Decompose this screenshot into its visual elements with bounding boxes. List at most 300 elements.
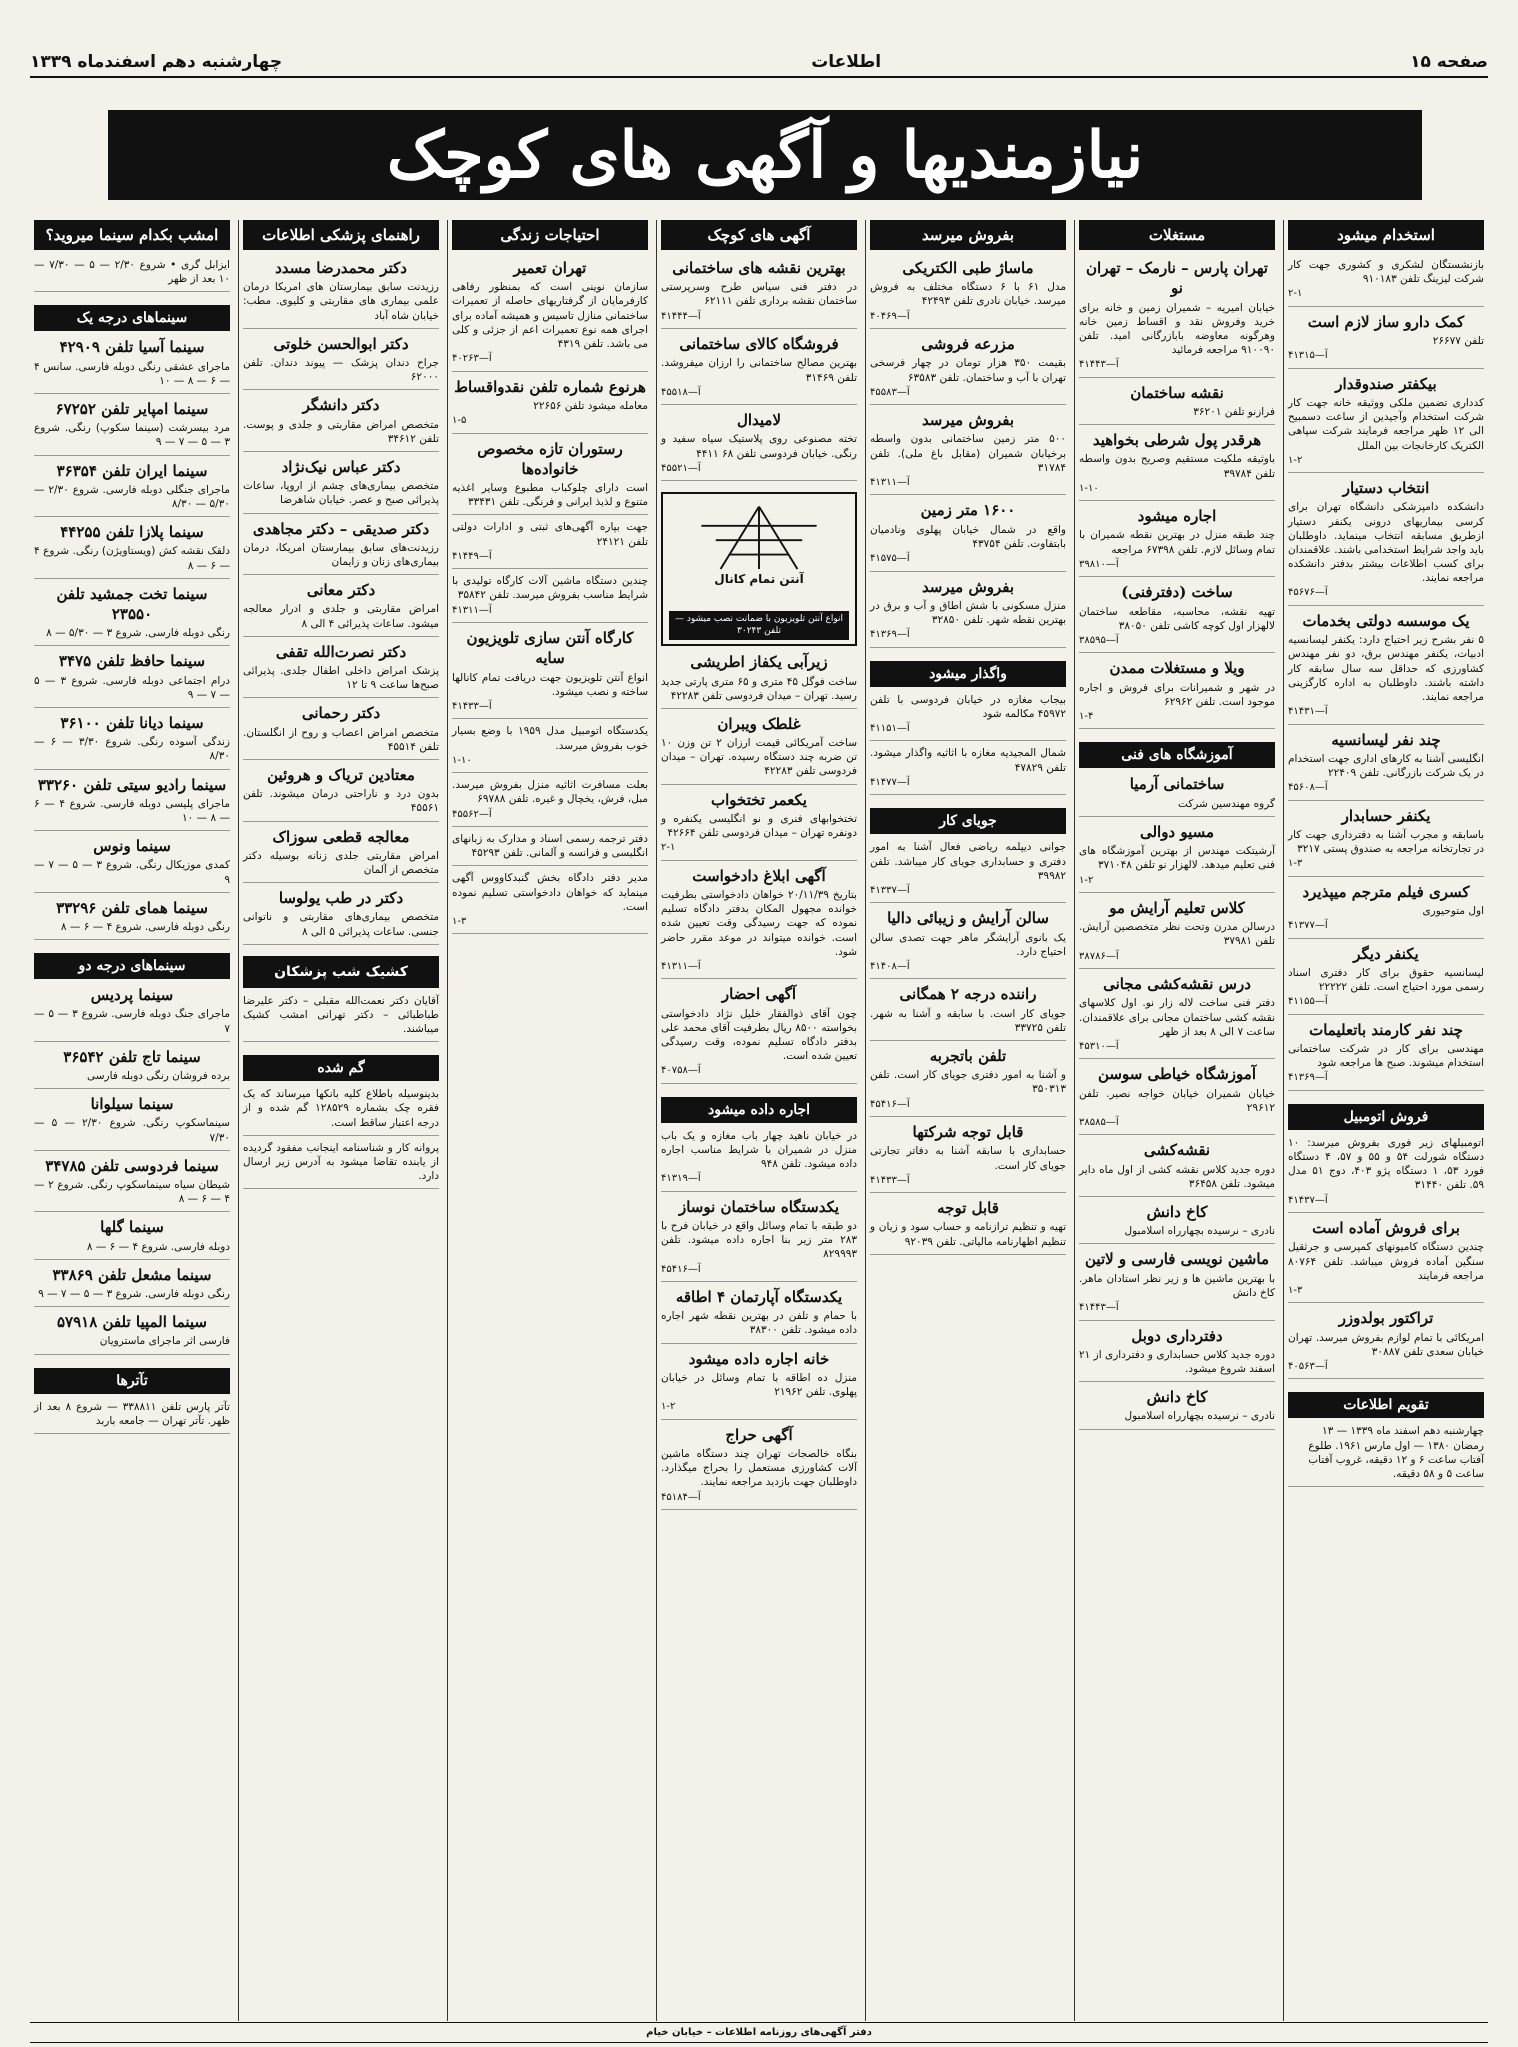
ad-item: [243, 457, 439, 514]
ad-code: آ—۴۱۴۴۴: [661, 310, 701, 322]
ad-code: ۱-۲: [1288, 454, 1303, 466]
ad-body: امراض مقاربتی و جلدی و ادرار معالجه میشود. ساعات پذیرائی ۴ الی ۸: [243, 603, 439, 630]
ad-title: اجاره میشود: [1137, 507, 1217, 526]
ad-title: دکتر در طب یولوسا: [278, 889, 404, 908]
ad-item: [243, 1087, 439, 1136]
ad-title: یکنفر دیگر: [1353, 944, 1419, 963]
ad-item: [452, 832, 648, 866]
ad-item: [243, 395, 439, 452]
ad-item: [870, 410, 1066, 495]
ad-title: سینما حافظ تلفن ۳۴۷۵: [58, 652, 206, 671]
ad-title: دفترداری دوبل: [1131, 1326, 1223, 1345]
ad-title: آگهی حراج: [725, 1425, 793, 1444]
ad-item: [1079, 1140, 1275, 1197]
ad-body: ماجرای جنگ دوبله فارسی. شروع ۳ — ۵ — ۷: [34, 1008, 230, 1035]
ad-item: [870, 1198, 1066, 1255]
ad-item: [870, 908, 1066, 979]
ad-code: آ—۴۱۴۳۱: [1288, 706, 1328, 718]
ad-body: مرد بیسرشت (سینما سکوپ) رنگی. شروع ۳ — ۵ — ۷ — ۹: [34, 422, 230, 449]
ad-item: [661, 258, 857, 329]
ad-title: کارگاه آنتن سازی تلویزیون سایه: [466, 629, 634, 668]
ad-body: در شهر و شمیرانات برای فروش و اجاره موجود است. تلفن ۶۲۹۶۲: [1079, 681, 1275, 708]
ad-item: [452, 377, 648, 434]
ad-code: آ—۴۱۳۶۹: [1288, 1072, 1328, 1084]
ad-body: ایزابل گری • شروع ۲/۳۰ — ۵ — ۷/۳۰ — ۱۰ بعد از ظهر: [34, 259, 230, 286]
ad-code: آ—۳۹۸۱۰: [1079, 558, 1119, 570]
ad-code: آ—۴۱۴۷۷: [870, 776, 910, 788]
ad-title: راننده درجه ۲ همگانی: [899, 985, 1037, 1004]
column: [30, 220, 234, 2021]
ad-code: آ—۴۱۳۷۷: [1288, 920, 1328, 932]
ad-title: زیرآبی یکفاز اطریشی: [690, 653, 828, 672]
ad-body: سازمان نوینی است که بمنظور رفاهی کارفرمایان از گرفتاریهای حاصله از تعمیرات ساختمانی منازل تاسیس و همیشه آماده برای اجرای همه نوع تعمیرات اعم از جزئی و کلی می باشد. تلفن ۴۳۱۹: [452, 281, 648, 350]
ad-body: چندین دستگاه کامیونهای کمپرسی و جرثقیل سنگین آماده فروش میباشد. تلفن ۸۰۷۶۴ مراجعه فرمایند: [1288, 1241, 1484, 1282]
ad-body: فرازنو تلفن ۳۶۲۰۱: [1193, 405, 1275, 418]
ad-code: آ—۴۱۵۷۵: [870, 553, 910, 565]
column-heading: امشب بکدام سینما میروید؟: [34, 220, 230, 250]
ad-item: [243, 827, 439, 884]
ad-item: [34, 258, 230, 292]
ad-body: باسابقه و مجرب آشنا به دفترداری جهت کار در تجارتخانه مراجعه به صندوق پستی ۳۲۱۷: [1288, 828, 1484, 856]
ad-item: [1288, 730, 1484, 801]
ad-item: [1288, 312, 1484, 369]
ad-code: آ—۴۱۳۱۱: [452, 604, 492, 616]
ad-body: ماجرای جنگلی دوبله فارسی. شروع ۲/۳۰ — ۵/۳۰ — ۸/۳۰: [34, 483, 230, 510]
ad-item: [870, 693, 1066, 742]
ad-title: ساخت (دفترفنی): [1121, 583, 1233, 602]
ad-body: رزیدنت سابق بیمارستان های امریکا درمان علمی بیماری های مقاربتی و کلیوی. مطب: خیابان شاه آباد: [243, 281, 439, 322]
ad-body: پروانه کار و شناسنامه اینجانب مفقود گردیده از یابنده تقاضا میشود به آدرس زیر ارسال دارد.: [243, 1141, 439, 1183]
ad-item: [34, 522, 230, 579]
ad-title: تلفن باتجربه: [929, 1047, 1007, 1066]
ad-item: [870, 500, 1066, 571]
subsection-heading: تآترها: [34, 1368, 230, 1394]
subsection-heading: سینماهای درجه یک: [34, 305, 230, 331]
ad-item: [870, 334, 1066, 405]
ad-title: مزرعه فروشی: [921, 335, 1015, 354]
ad-item: [34, 985, 230, 1042]
ad-item: [1079, 1202, 1275, 1244]
ad-body: شیطان سیاه سینماسکوپ رنگی. شروع ۲ — ۴ — ۶ — ۸: [34, 1179, 231, 1206]
ad-code: آ—۴۱۴۴۹: [452, 550, 492, 562]
ad-title: سینما پردیس: [90, 986, 174, 1005]
ad-code: آ—۳۸۵۸۵: [1079, 1116, 1119, 1128]
ad-body: یک بانوی آرایشگر ماهر جهت تصدی سالن احتیاج دارد.: [870, 931, 1066, 958]
ad-title: سینما المپیا تلفن ۵۷۹۱۸: [56, 1313, 207, 1332]
ad-item: [452, 778, 648, 827]
ad-item: [243, 994, 439, 1043]
ad-item: [1079, 506, 1275, 577]
ad-title: سینما امپایر تلفن ۶۷۲۵۲: [55, 399, 209, 418]
ad-title: دکتر رحمانی: [301, 704, 381, 723]
ad-body: تآتر پارس تلفن ۳۳۸۸۱۱ — شروع ۸ بعد از ظهر. تآتر تهران — جامعه باربد: [34, 1400, 230, 1427]
page-header: [30, 48, 1488, 78]
ad-item: [1288, 1020, 1484, 1091]
ad-item: [1079, 430, 1275, 501]
column: [1074, 220, 1279, 2021]
ad-code: آ—۴۵۶۰۸: [1288, 782, 1328, 794]
ad-body: تختخوابهای فنری و نو انگلیسی یکنفره و دونفره تهران – میدان فردوسی تلفن ۴۲۶۶۴: [661, 812, 857, 840]
ad-item: [1079, 974, 1275, 1059]
ad-item: [1288, 1218, 1484, 1303]
ad-body: تهیه و تنظیم ترازنامه و حساب سود و زیان و تنظیم اظهارنامه مالیاتی. تلفن ۹۲۰۳۹: [870, 1221, 1066, 1248]
ad-body: با بهترین ماشین ها و زیر نظر استادان ماهر. کاخ دانش: [1079, 1272, 1275, 1299]
ad-title: یک موسسه دولتی بخدمات: [1302, 611, 1470, 630]
ad-code: آ—۴۱۳۱۹: [661, 1173, 701, 1185]
ad-item: [1288, 374, 1484, 473]
ad-body: تلفن ۲۶۶۷۷: [1432, 335, 1484, 348]
section-banner: نیازمندیها و آگهی های کوچک: [108, 110, 1422, 200]
ad-body: جهت بپاره آگهی‌های ثبتی و ادارات دولتی تلفن ۲۴۱۲۱: [452, 521, 648, 548]
ad-item: [661, 1197, 857, 1282]
ad-body: ماجرای عشقی رنگی دوبله فارسی. سانس ۴ — ۶ — ۸ — ۱۰: [34, 360, 230, 387]
ad-item: [870, 1046, 1066, 1117]
footer-notice: دفتر آگهی‌های روزنامه اطلاعات – خیابان خیام: [30, 2022, 1488, 2043]
ad-title: کسری فیلم مترجم میپذیرد: [1302, 882, 1470, 901]
ad-code: آ—۴۵۴۱۶: [661, 1263, 701, 1275]
column: [656, 220, 861, 2021]
ad-body: متخصص بیماری‌های چشم از اروپا، ساعات پذیرائی صبح و عصر. خیابان شاهرضا: [243, 480, 439, 507]
ad-item: [1079, 1249, 1275, 1320]
ad-code: آ—۴۱۴۳۳: [452, 700, 492, 712]
ad-item: [34, 584, 230, 647]
ad-item: [452, 520, 648, 569]
ad-body: دلقک نقشه کش (ویستاویژن) رنگی. شروع ۴ — ۶ — ۸: [34, 545, 230, 572]
ad-code: آ—۴۱۴۴۳: [1079, 359, 1119, 371]
ad-body: حسابداری با سابقه آشنا به دفاتر تجارتی جویای کار است.: [870, 1145, 1066, 1172]
ad-body: نادری – نرسیده بچهارراه اسلامبول: [1124, 1410, 1275, 1423]
antenna-subtitle: انواع آنتن تلویزیون با ضمانت نصب میشود — تلفن ۳۰۲۴۳: [669, 611, 849, 640]
ad-body: واقع در شمال خیابان پهلوی ونادمیان بابتفاوت. تلفن ۴۳۷۵۴: [870, 523, 1066, 550]
ad-code: ۱-۳: [1288, 858, 1303, 870]
ad-code: آ—۴۱۴۰۸: [870, 960, 910, 972]
ad-code: آ—۴۱۳۱۱: [870, 476, 910, 488]
column-heading: احتیاجات زندگی: [452, 220, 648, 250]
ad-body: جویای کار است. با سابقه و آشنا به شهر. تلفن ۳۳۷۲۵: [870, 1007, 1066, 1034]
ad-body: مدیر دفتر دادگاه بخش گنبدکاووس آگهی مینماید که خواهان دادخواستی تسلیم نموده است.: [452, 872, 648, 913]
ad-item: [1288, 1136, 1484, 1213]
ad-body: چندین دستگاه ماشین آلات کارگاه تولیدی با شرایط مناسب بفروش میرسد. تلفن ۳۵۸۴۲: [452, 575, 648, 602]
ad-item: [1288, 944, 1484, 1015]
ad-title: دکتر نصرت‌الله تقفی: [275, 642, 407, 661]
ad-title: برای فروش آماده است: [1312, 1219, 1460, 1238]
ad-item: [870, 984, 1066, 1041]
ad-title: ساختمانی آرمیا: [1129, 775, 1225, 794]
ad-item: [1079, 582, 1275, 653]
ad-title: تهران تعمیر: [513, 259, 587, 277]
ad-item: [870, 1122, 1066, 1193]
ad-title: دکتر دانشگر: [302, 396, 380, 415]
ad-item: [1079, 258, 1275, 378]
subsection-heading: سینماهای درجه دو: [34, 953, 230, 979]
ad-item: [243, 765, 439, 822]
ad-body: بدینوسیله باطلاع کلیه بانکها میرساند که یک فقره چک بشماره ۱۲۸۵۲۹ گم شده و از درجه اعتبار ساقط است.: [243, 1088, 439, 1129]
ad-item: [34, 1265, 230, 1307]
ad-title: سینما ایران تلفن ۳۶۳۵۴: [56, 461, 208, 480]
column-heading: آگهی های کوچک: [661, 220, 857, 250]
ad-body: در دفتر فنی سیاس طرح وسرپرستی ساختمان نقشه برداری تلفن ۶۲۱۱۱: [661, 281, 857, 308]
ad-body: کمدی موزیکال رنگی. شروع ۳ — ۵ — ۷ — ۹: [34, 859, 230, 886]
ad-body: فارسی اثر ماجرای ماسترویان: [99, 1335, 230, 1348]
ad-title: کمک دارو ساز لازم است: [1307, 312, 1465, 331]
ad-body: و آشنا به امور دفتری جویای کار است. تلفن ۳۵۰۳۱۳: [870, 1069, 1066, 1096]
ad-title: لامیدال: [736, 411, 782, 430]
ad-item: [1288, 611, 1484, 725]
ad-item: [1079, 898, 1275, 969]
ad-body: چون آقای ذوالفقار خلیل نژاد دادخواستی بخواسته ۸۵۰۰ ریال بطرفیت آقای محمد علی بدفتر دادگاه تسلیم نموده، وقت رسیدگی تعیین شده است.: [661, 1007, 858, 1063]
ad-title: ماشین نویسی فارسی و لاتین: [1085, 1250, 1269, 1269]
ad-code: ۱-۲: [1079, 874, 1094, 886]
ad-title: سینما آسیا تلفن ۴۲۹۰۹: [59, 338, 205, 357]
ad-title: معالجه قطعی سوزاک: [272, 827, 410, 846]
ad-title: سینما همای تلفن ۳۳۲۹۶: [56, 898, 208, 917]
ad-body: منزل مسکونی با شش اطاق و آب و برق در بهترین نقطه شهر. تلفن ۳۲۸۵۰: [870, 599, 1066, 626]
column: [865, 220, 1070, 2021]
ad-title: کاخ دانش: [1146, 1388, 1208, 1407]
ad-item: [1288, 258, 1484, 307]
ad-item: [1288, 1308, 1484, 1379]
ad-title: قابل توجه شرکتها: [912, 1123, 1024, 1142]
ad-body: کدداری تضمین ملکی ووثیقه خانه جهت کار شرکت استخدام وآجیدین از ساعت دسمبیح الی ۱۲ ظهر مراجعه فرمایند شرکت سپاهی الکتریک کارخانجات بین الملل: [1288, 397, 1484, 452]
ad-title: درس نقشه‌کشی مجانی: [1103, 975, 1251, 994]
ad-item: [34, 461, 230, 518]
ad-body: بقیمت ۳۵۰ هزار تومان در چهار فرسخی تهران با آب و ساختمان. تلفن ۶۳۵۸۳: [870, 357, 1067, 384]
ad-body: آقایان دکتر نعمت‌الله مقبلی – دکتر علیرضا طباطبائی – دکتر تهرانی امشب کشیک میباشند.: [243, 994, 439, 1036]
ad-body: انواع آنتن تلویزیون جهت دریافت تمام کانالها ساخته و نصب میشود.: [452, 671, 648, 698]
ad-code: آ—۴۵۶۷۶: [1288, 587, 1328, 599]
ad-item: [661, 1287, 857, 1344]
ad-body: تخته مصنوعی روی پلاستیک سیاه سفید و رنگی. خیابان فردوسی تلفن ۶۸ ۴۴۱۱: [661, 433, 857, 460]
column: [238, 220, 443, 2021]
ad-item: [870, 258, 1066, 329]
ad-item: [661, 334, 857, 405]
ad-body: ۵۰۰ متر زمین ساختمانی بدون واسطه برخیابان شمیران (مقابل باغ ملی). تلفن ۳۱۷۸۴: [870, 433, 1066, 474]
ad-body: ماجرای پلیسی دوبله فارسی. شروع ۴ — ۶ — ۸ — ۱۰: [34, 797, 230, 824]
ad-code: ۱-۱۰: [1079, 482, 1099, 494]
ad-code: آ—۴۱۴۳۷: [1288, 1194, 1328, 1206]
ad-code: آ—۴۱۳۱۱: [661, 960, 701, 972]
ad-code: آ—۴۵۴۱۶: [870, 1098, 910, 1110]
ad-body: ۵ نفر بشرح زیر احتیاج دارد: یکنفر لیسانسیه ادبیات، یکنفر مهندس برق، دو نفر مهندس کشاورزی که حداقل سه سال سابقه کار داشته باشند. داوطلبان به اداره کارگزینی مراجعه نمایند.: [1288, 634, 1484, 703]
ad-item: [870, 746, 1066, 795]
ad-title: سالن آرایش و زیبائی دالیا: [887, 909, 1049, 928]
ad-item: [34, 651, 230, 708]
ad-code: آ—۴۰۴۶۹: [870, 310, 910, 322]
ad-code: ۱-۴: [1079, 710, 1094, 722]
ad-code: آ—۴۱۱۵۱: [870, 722, 910, 734]
ad-body: منزل ده اطاقه با تمام وسائل در خیابان پهلوی. تلفن ۲۱۹۶۲: [661, 1371, 857, 1399]
ad-body: درسالن مدرن وتحت نظر متخصصین آرایش. تلفن ۳۷۹۸۱: [1079, 921, 1275, 948]
ad-code: آ—۴۵۳۱۰: [1079, 1040, 1119, 1052]
ad-item: [34, 1156, 230, 1213]
ad-title: بفروش میرسد: [921, 577, 1015, 596]
ad-item: [870, 840, 1066, 903]
ad-item: [1288, 882, 1484, 939]
ad-body: بهترین مصالح ساختمانی را ارزان میفروشد. تلفن ۳۱۴۶۹: [661, 357, 857, 384]
ad-item: [452, 258, 648, 372]
ad-code: آ—۴۵۵۸۳: [870, 386, 910, 398]
ad-body: خیابان شمیران خیابان خواجه نصیر. تلفن ۲۹۶۱۲: [1079, 1087, 1275, 1114]
ad-code: آ—۳۸۵۹۵: [1079, 634, 1119, 646]
ad-title: فروشگاه کالای ساختمانی: [679, 335, 839, 354]
ad-body: معامله میشود تلفن ۲۲۶۵۶: [533, 399, 648, 412]
column-heading: راهنمای پزشکی اطلاعات: [243, 220, 439, 250]
ad-body: با حمام و تلفن در بهترین نقطه شهر اجاره داده میشود. تلفن ۳۸۳۰۰: [661, 1310, 857, 1337]
ad-item: [243, 642, 439, 699]
ad-body: در خیابان ناهید چهار باب مغازه و یک باب منزل در شمیران با شرایط مناسب اجاره داده میشود. تلفن ۹۴۸: [661, 1129, 857, 1171]
ad-item: [1079, 822, 1275, 893]
ad-title: چند نفر لیسانسیه: [1331, 730, 1441, 749]
ad-title: آگهی احضار: [721, 985, 797, 1004]
ad-item: [243, 519, 439, 576]
ad-item: [34, 1312, 230, 1354]
night-doctors-banner: کشیک شب پزشکان: [243, 956, 439, 988]
ad-title: نقشه‌کشی: [1143, 1141, 1211, 1160]
ad-body: ساخت آمریکائی قیمت ارزان ۲ تن وزن ۱۰ تن ضربه چند دستگاه رسیده. تهران – میدان فردوسی تلفن ۴۲۲۸۳: [661, 737, 857, 778]
ad-title: کلاس تعلیم آرایش مو: [1109, 899, 1245, 917]
ad-item: [34, 337, 230, 394]
ad-body: باوثیقه ملکیت مستقیم وصریح بدون واسطه تلفن ۳۹۷۸۴: [1079, 453, 1275, 480]
ad-title: مسیو دوالی: [1139, 822, 1215, 841]
ad-body: سینماسکوپ رنگی. شروع ۲/۳۰ — ۵ — ۷/۳۰: [34, 1117, 230, 1144]
ad-code: آ—۴۱۳۶۹: [870, 629, 910, 641]
ad-title: کاخ دانش: [1146, 1203, 1208, 1222]
ad-item: [1079, 658, 1275, 729]
antenna-title: آنتن تمام کانال: [714, 572, 804, 587]
ad-title: دکتر ابوالحسن خلوتی: [273, 334, 409, 353]
ad-item: [452, 724, 648, 773]
ad-title: دکتر عباس نیک‌نژاد: [281, 457, 401, 476]
subsection-heading: آموزشگاه های فنی: [1079, 742, 1275, 768]
ad-title: یکنفر حسابدار: [1341, 806, 1431, 825]
ad-code: آ—۴۵۱۸۴: [661, 1491, 701, 1503]
ad-title: ویلا و مستغلات ممدن: [1109, 659, 1245, 678]
ad-item: [34, 1400, 230, 1434]
ad-body: متخصص امراض اعصاب و روح از انگلستان. تلفن ۴۵۵۱۴: [243, 726, 439, 753]
ad-body: چند طبقه منزل در بهترین نقطه شمیران با تمام وسائل لازم. تلفن ۶۷۳۹۸ مراجعه: [1079, 529, 1275, 556]
calendar-body: چهارشنبه دهم اسفند ماه ۱۳۳۹ — ۱۳ رمضان ۱۳۸۰ — اول مارس ۱۹۶۱. طلوع آفتاب ساعت ۶ و ۱۲ دقیقه، غروب آفتاب ساعت ۵ و ۵۸ دقیقه.: [1288, 1424, 1484, 1487]
ad-code: ۱-۳: [1288, 1284, 1303, 1296]
ad-code: آ—۴۱۴۳۳: [870, 1174, 910, 1186]
ad-title: هرنوع شماره تلفن نقدواقساط: [454, 377, 646, 396]
ad-body: لیسانسیه حقوق برای کار دفتری اسناد رسمی مورد احتیاج است. تلفن ۲۲۲۲۲: [1288, 966, 1484, 994]
ad-code: ۱-۱۰: [452, 754, 472, 766]
ad-title: تهران پارس – نارمک – تهران نو: [1086, 259, 1268, 298]
ad-title: یکعمر تختخواب: [711, 790, 807, 809]
ad-body: درام اجتماعی دوبله فارسی. شروع ۳ — ۵ — ۷ — ۹: [34, 674, 230, 701]
ad-code: آ—۴۰۲۶۳: [452, 353, 492, 365]
ad-item: [452, 439, 648, 516]
ad-body: آرشیتکت مهندس از بهترین آموزشگاه های فنی تعلیم میدهد. لالهزار نو تلفن ۳۷۱۰۴۸: [1079, 845, 1275, 872]
ad-title: تراکتور بولدوزر: [1338, 1309, 1434, 1328]
ad-body: امراض مقاربتی جلدی زنانه بوسیله دکتر متخصص از آلمان: [243, 849, 439, 876]
antenna-advert: [661, 492, 857, 646]
ad-title: دکتر صدیقی – دکتر مجاهدی: [252, 519, 430, 538]
subsection-heading: فروش اتومبیل: [1288, 1104, 1484, 1130]
ad-code: آ—۴۱۴۴۳: [1079, 1302, 1119, 1314]
ad-title: غلطک ویبران: [717, 714, 801, 733]
ad-code: آ—۴۱۳۱۵: [1288, 350, 1328, 362]
ad-body: اتومبیلهای زیر فوری بفروش میرسد: ۱۰ دستگاه شورلت ۵۴ و ۵۵ و ۵۷، ۴ دستگاه فورد ۵۳، ۱ دستگاه پژو ۴۰۳، دوج ۵۱ مدل ۵۹. تلفن ۳۱۴۴۰: [1288, 1136, 1485, 1192]
ad-code: آ—۴۵۵۲۱: [661, 462, 701, 474]
ad-title: سینما مشعل تلفن ۳۳۸۶۹: [52, 1265, 212, 1284]
ad-body: بعلت مسافرت اثاثیه منزل بفروش میرسد. مبل، فرش، یخچال و غیره. تلفن ۶۹۷۸۸: [452, 779, 648, 806]
ad-body: بنگاه خالصجات تهران چند دستگاه ماشین آلات کشاورزی مستعمل را بحراج میگذارد. داوطلبان جهت بازدید مراجعه نمایند.: [661, 1448, 857, 1489]
ad-item: [243, 888, 439, 945]
ad-body: رزیدنت‌های سابق بیمارستان امریکا، درمان بیماری‌های زنان و زایمان: [243, 541, 439, 568]
issue-date: چهارشنبه دهم اسفندماه ۱۳۳۹: [30, 52, 283, 72]
ad-item: [661, 410, 857, 481]
ad-title: هرقدر پول شرطی بخواهید: [1092, 431, 1262, 450]
ad-item: [452, 871, 648, 934]
ad-item: [1079, 1064, 1275, 1135]
ad-code: آ—۳۸۷۸۶: [1079, 950, 1119, 962]
ad-title: چند نفر کارمند باتعلیمات: [1309, 1020, 1463, 1039]
ad-body: است دارای چلوکباب مطبوع وسایر اغذیه متنوع و لذیذ ایرانی و فرنگی. تلفن ۳۳۴۳۱: [452, 482, 648, 509]
ad-code: آ—۴۱۳۳۷: [870, 884, 910, 896]
ad-body: جراح دندان پزشک — پیوند دندان. تلفن ۶۲۰۰۰: [243, 357, 439, 384]
ad-item: [1079, 1387, 1275, 1429]
ad-code: آ—۴۵۵۶۲: [452, 808, 492, 820]
ad-item: [34, 836, 230, 893]
ad-body: رنگی دوبله فارسی. شروع ۴ — ۶ — ۸: [60, 921, 230, 934]
ad-title: بهترین نقشه های ساختمانی: [672, 259, 846, 277]
ad-body: رنگی دوبله فارسی. شروع ۳ — ۵/۳۰ — ۸: [46, 627, 230, 640]
ad-item: [661, 714, 857, 785]
ad-body: پزشک امراض داخلی اطفال جلدی. پذیرائی صبح‌ها ساعت ۹ تا ۱۲: [243, 664, 439, 692]
ad-item: [34, 399, 230, 456]
ad-code: آ—۴۱۱۵۵: [1288, 996, 1328, 1008]
calendar-heading: تقویم اطلاعات: [1288, 1392, 1484, 1418]
ad-item: [661, 866, 857, 980]
ad-code: آ—۴۰۵۶۳: [1288, 1360, 1328, 1372]
page-number: صفحه ۱۵: [1410, 52, 1488, 72]
ad-item: [1079, 383, 1275, 425]
ad-item: [34, 1094, 230, 1151]
ad-body: مدل ۶۱ با ۶ دستگاه مختلف به فروش میرسد. خیابان نادری تلفن ۴۲۴۹۳: [870, 281, 1066, 308]
ad-title: نقشه ساختمان: [1130, 383, 1224, 402]
ad-title: خانه اجاره داده میشود: [688, 1349, 830, 1368]
column: [1283, 220, 1488, 2021]
ad-body: نادری – نرسیده بچهارراه اسلامبول: [1124, 1225, 1275, 1238]
ad-code: ۱-۳: [452, 915, 467, 927]
ad-item: [34, 713, 230, 770]
subsection-heading: جویای کار: [870, 808, 1066, 834]
ad-item: [661, 790, 857, 861]
ad-body: بدون درد و ناراحتی درمان میشوند. تلفن ۴۵۵۶۱: [243, 788, 439, 815]
ad-title: دکتر معانی: [306, 581, 376, 600]
ad-item: [34, 775, 230, 832]
ad-body: برده فروشان رنگی دوبله فارسی: [87, 1070, 230, 1083]
ad-title: سینما فردوسی تلفن ۳۴۷۸۵: [45, 1156, 219, 1175]
ad-body: یکدستگاه اتومبیل مدل ۱۹۵۹ با وضع بسیار خوب بفروش میرسد.: [452, 725, 648, 752]
ad-body: دانشکده دامپزشکی دانشگاه تهران برای کرسی بیماریهای درونی یکنفر دستیار ازطریق مسابقه انتخاب مینماید. داوطلبان باید واجد شرایط استخدامی باشند. علاقمندان برای کسب اطلاعات بیشتر بدفتر دانشکده مراجعه نمایند.: [1288, 501, 1484, 585]
column-heading: استخدام میشود: [1288, 220, 1484, 250]
columns-container: [30, 220, 1488, 2021]
ad-body: دوره جدید کلاس نقشه کشی از اول ماه دایر میشود. تلفن ۳۶۴۵۸: [1079, 1163, 1275, 1190]
ad-item: [243, 703, 439, 760]
ad-item: [661, 652, 857, 709]
ad-title: معتادین تریاک و هروئین: [267, 765, 415, 784]
ad-title: ماساژ طبی الکتریکی: [902, 259, 1034, 277]
ad-title: سینما ونوس: [93, 837, 171, 856]
ad-title: یکدستگاه آپارتمان ۴ اطاقه: [675, 1288, 843, 1307]
ad-title: رستوران تازه مخصوص خانواده‌ها: [477, 439, 623, 478]
ad-item: [34, 898, 230, 940]
ad-title: دکتر محمدرضا مسدد: [275, 259, 407, 277]
ad-body: دوبله فارسی. شروع ۴ — ۶ — ۸: [86, 1240, 230, 1253]
ad-title: سینما تاج تلفن ۳۶۵۴۲: [63, 1047, 201, 1066]
